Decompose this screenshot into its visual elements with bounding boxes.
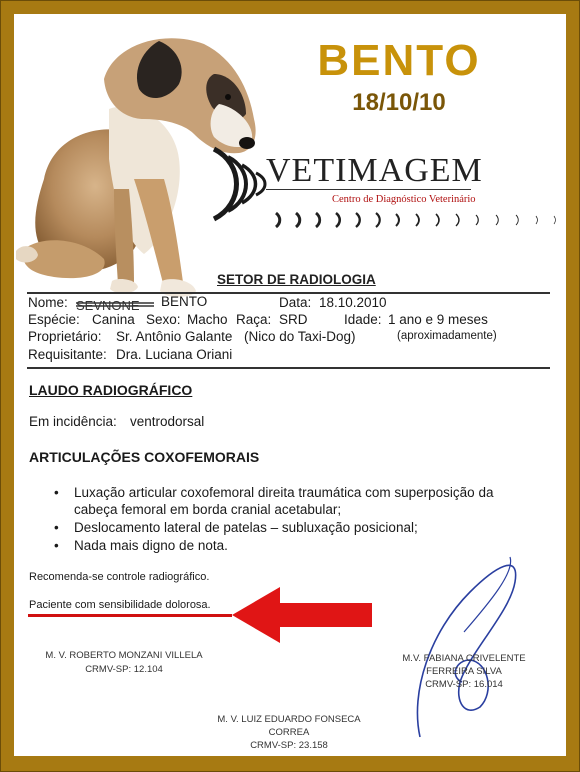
requester-value: Dra. Luciana Oriani	[116, 347, 233, 362]
signature-1-crmv: CRMV-SP: 12.104	[85, 664, 163, 675]
logo-subtitle: Centro de Diagnóstico Veterinário	[332, 194, 476, 205]
handwritten-signature	[400, 542, 540, 742]
overlay-date: 18/10/10	[352, 89, 446, 116]
sector-title: SETOR DE RADIOLOGIA	[217, 272, 376, 287]
breed-value: SRD	[279, 312, 308, 327]
joints-title: ARTICULAÇÕES COXOFEMORAIS	[29, 449, 260, 465]
patient-divider	[27, 367, 550, 369]
red-arrow-icon	[232, 587, 377, 643]
report-title: LAUDO RADIOGRÁFICO	[29, 382, 193, 398]
top-divider	[27, 292, 550, 294]
sex-label: Sexo:	[146, 312, 181, 327]
pain-note: Paciente com sensibilidade dolorosa.	[29, 599, 211, 611]
signature-3-name-line2: CORREA	[268, 727, 310, 738]
species-value: Canina	[92, 312, 135, 327]
recommendation: Recomenda-se controle radiográfico.	[29, 571, 210, 583]
name-label: Nome:	[28, 295, 68, 310]
owner-value: Sr. Antônio Galante	[116, 329, 233, 344]
incidence-value: ventrodorsal	[130, 414, 205, 429]
logo-dots-decoration	[272, 210, 562, 230]
date-value: 18.10.2010	[319, 295, 387, 310]
signature-2-crmv: CRMV-SP: 16.014	[425, 679, 503, 690]
owner-note: (Nico do Taxi-Dog)	[244, 329, 356, 344]
logo-underline	[266, 189, 471, 190]
age-note: (aproximadamente)	[397, 330, 497, 342]
requester-label: Requisitante:	[28, 347, 107, 362]
list-item: • Nada mais digno de nota.	[54, 538, 228, 553]
signature-2-name-line2: FERREIRA SILVA	[426, 666, 502, 677]
sex-value: Macho	[187, 312, 228, 327]
age-label: Idade:	[344, 312, 382, 327]
species-label: Espécie:	[28, 312, 80, 327]
logo-name: VETIMAGEM	[266, 152, 483, 189]
crossed-out-name	[76, 297, 158, 313]
report-sheet	[14, 14, 566, 756]
signature-3-name-line1: M. V. LUIZ EDUARDO FONSECA	[217, 714, 361, 725]
finding-text: Luxação articular coxofemoral direita traumática com superposição da cabeça femoral em borda cranial acetabular;	[74, 485, 494, 517]
incidence-label: Em incidência:	[29, 414, 117, 429]
signature-1-name: M. V. ROBERTO MONZANI VILLELA	[45, 650, 203, 661]
finding-text: Deslocamento lateral de patelas – subluxação posicional;	[74, 520, 418, 535]
breed-label: Raça:	[236, 312, 272, 327]
highlight-underline	[28, 614, 232, 617]
list-item: • Deslocamento lateral de patelas – subluxação posicional;	[54, 520, 418, 535]
signature-2-name-line1: M.V. FABIANA CRIVELENTE	[402, 653, 526, 664]
owner-label: Proprietário:	[28, 329, 102, 344]
list-item: • Luxação articular coxofemoral direita traumática com superposição da cabeça femoral em borda cranial acetabular;	[54, 485, 494, 517]
age-value: 1 ano e 9 meses	[388, 312, 488, 327]
name-value: BENTO	[161, 294, 208, 309]
overlay-patient-name: BENTO	[317, 36, 481, 85]
date-label: Data:	[279, 295, 312, 310]
finding-text: Nada mais digno de nota.	[74, 538, 228, 553]
signature-3-crmv: CRMV-SP: 23.158	[250, 740, 328, 751]
